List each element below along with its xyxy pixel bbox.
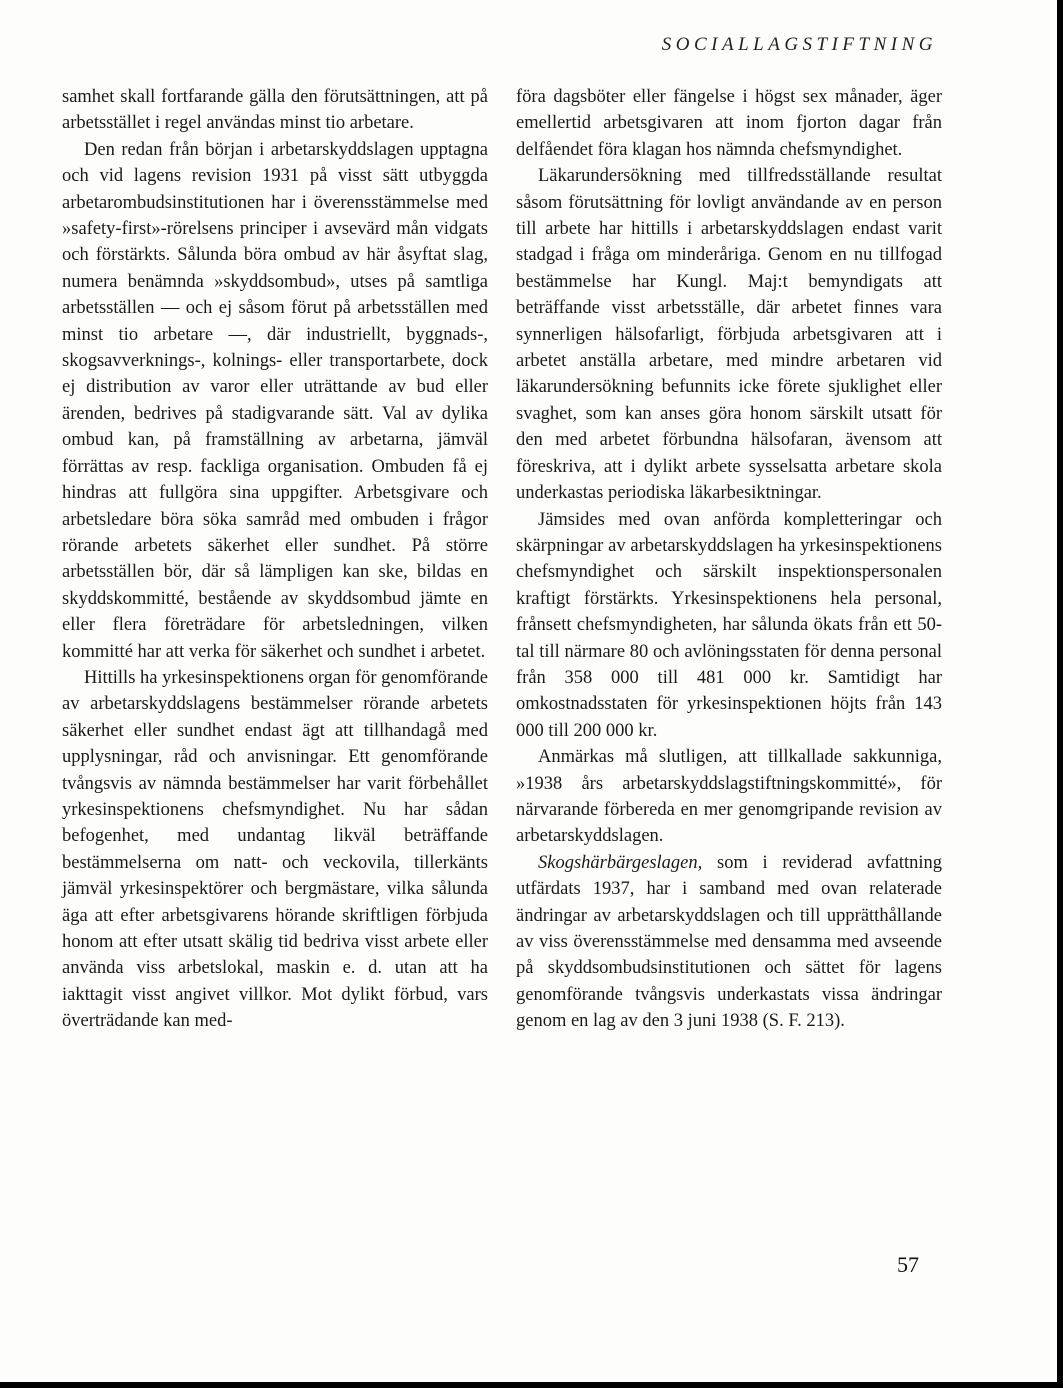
paragraph-text: som i reviderad avfattning utfärdats 1937, har i samband med ovan relaterade ändringar av arbetarskyddslagen och till upprätthållande av viss överensstämmelse med densamma med avseende på skyddsombudsinstitutionen och sättet för lagens genomförande tvångsvis underkastats vissa ändringar genom en lag av den 3 juni 1938 (S. F. 213). [516, 852, 942, 1032]
paragraph [516, 850, 942, 1035]
paragraph: Läkarundersökning med tillfredsställande resultat såsom förutsättning för lovligt användande av en person till arbete har hittills i arbetarskyddslagen endast varit stadgad i fråga om minderåriga. Genom en nu tillfogad bestämmelse har Kungl. Maj:t bemyndigats att beträffande visst arbetsställe, där arbetet finnes vara synnerligen hälsofarligt, förbjuda arbetsgivaren att i arbetet anställa arbetare, med mindre arbetaren vid läkarundersökning befunnits icke förete sjuklighet eller svaghet, som kan anses göra honom särskilt utsatt för den med arbetet förbundna hälsofaran, ävensom att föreskriva, att i dylikt arbete sysselsatta arbetare skola underkastas periodiska läkarbesiktningar. [516, 166, 942, 504]
right-column [516, 84, 942, 1035]
paragraph: Den redan från början i arbetarskyddslagen upptagna och vid lagens revision 1931 på visst sätt utbyggda arbetarombudsinstitutionen har i överensstämmelse med »safety-first»-rörelsens principer i avsevärd mån vidgats och förstärkts. Sålunda böra ombud av här åsyftat slag, numera benämnda »skyddsombud», utses på samtliga arbetsställen — och ej såsom förut på arbetsställen med minst tio arbetare —, där industriellt, byggnads-, skogsavverknings-, kolnings- eller transportarbete, dock ej distribution av varor eller uträttande av bud eller ärenden, bedrives på stadigvarande sätt. Val av dylika ombud kan, på framställning av arbetarna, jämväl förrättas av resp. fackliga organisation. Ombuden få ej hindras att fullgöra sina uppgifter. Arbetsgivare och arbetsledare böra söka samråd med ombuden i frågor rörande arbetets säkerhet eller sundhet. På större arbetsställen bör, där så lämpligen kan ske, bildas en skyddskommitté, bestående av skyddsombud jämte en eller flera företrädare för arbetsledningen, vilken kommitté har att verka för säkerhet och sundhet i arbetet. [62, 139, 488, 662]
left-column [62, 84, 488, 1035]
paragraph: föra dagsböter eller fängelse i högst sex månader, äger emellertid arbetsgivaren att inom fjorton dagar från delfåendet föra klagan hos nämnda chefsmyndighet. [516, 87, 942, 160]
paragraph: samhet skall fortfarande gälla den förutsättningen, att på arbetsstället i regel användas minst tio arbetare. [62, 87, 488, 134]
paragraph: Anmärkas må slutligen, att tillkallade sakkunniga, »1938 års arbetarskyddslagstiftningskommitté», för närvarande förbereda en mer genomgripande revision av arbetarskyddslagen. [516, 747, 942, 847]
scan-edge-bottom [0, 1382, 1063, 1388]
paragraph: Jämsides med ovan anförda kompletteringar och skärpningar av arbetarskyddslagen ha yrkesinspektionens chefsmyndighet och särskilt inspektionspersonalen kraftigt förstärkts. Yrkesinspektionens hela personal, frånsett chefsmyndigheten, har sålunda ökats från ett 50-tal till närmare 80 och avlöningsstaten för denna personal från 358 000 till 481 000 kr. Samtidigt har omkostnadsstaten för yrkesinspektionen höjts från 143 000 till 200 000 kr. [516, 509, 942, 741]
scan-edge-right [1057, 0, 1063, 1388]
paragraph: Hittills ha yrkesinspektionens organ för genomförande av arbetarskyddslagens bestämmelser rörande arbetets säkerhet eller sundhet endast ägt att tillhandagå med upplysningar, råd och anvisningar. Ett genomförande tvångsvis av nämnda bestämmelser har varit förbehållet yrkesinspektionens chefsmyndighet. Nu har sådan befogenhet, med undantag likväl beträffande bestämmelserna om natt- och veckovila, tillerkänts jämväl yrkesinspektörer och bergmästare, vilka sålunda äga att efter arbetsgivarens hörande skriftligen förbjuda honom att efter utsatt skälig tid bedriva visst arbete eller använda viss arbetslokal, maskin e. d. utan att ha iakttagit visst angivet villkor. Mot dylikt förbud, vars överträdande kan med- [62, 667, 489, 1032]
page-number: 57 [897, 1252, 919, 1277]
running-head: SOCIALLAGSTIFTNING [661, 34, 937, 55]
italic-lead: Skogshärbärgeslagen, [538, 852, 703, 873]
